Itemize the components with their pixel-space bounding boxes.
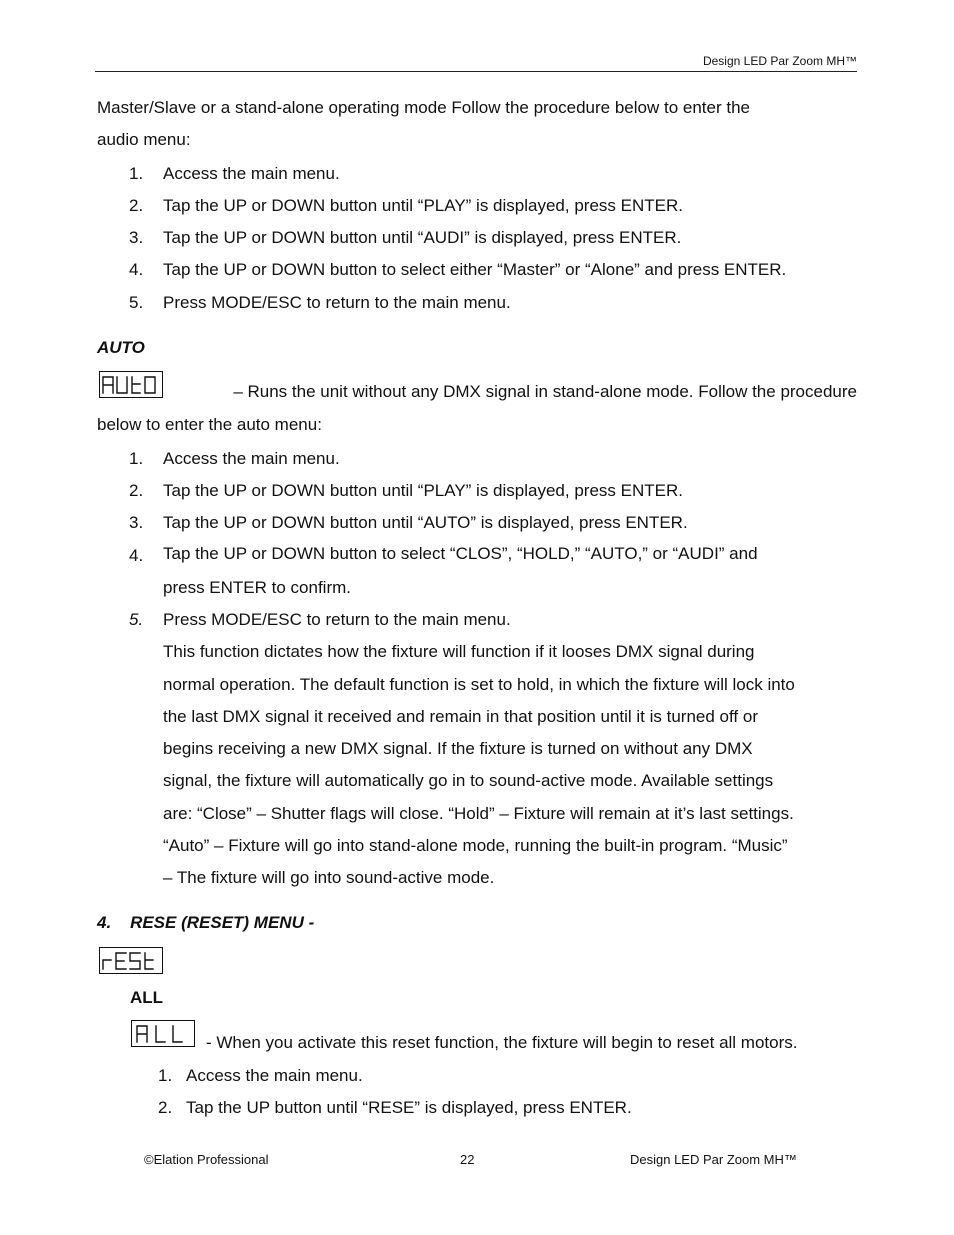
audio-step-4-text: Tap the UP or DOWN button to select either “Master” or “Alone” and press ENTER. — [163, 260, 787, 279]
auto-step-4-number: 4. — [129, 546, 144, 565]
note-line-8: – The fixture will go into sound-active mode. — [163, 868, 495, 887]
auto-desc-line-1: – Runs the unit without any DMX signal in stand-alone mode. Follow the procedure — [233, 382, 857, 401]
intro-line-2: audio menu: — [97, 130, 191, 149]
note-line-4: begins receiving a new DMX signal. If the fixture is turned on without any DMX — [163, 739, 753, 758]
note-line-2: normal operation. The default function is set to hold, in which the fixture will lock into — [163, 675, 795, 694]
note-line-7: “Auto” – Fixture will go into stand-alone mode, running the built-in program. “Music” — [163, 836, 788, 855]
auto-step-4-text: Tap the UP or DOWN button to select “CLOS”, “HOLD,” “AUTO,” or “AUDI” and — [163, 544, 758, 563]
auto-step-2-number: 2. — [129, 481, 144, 500]
reset-menu-heading: 4. RESE (RESET) MENU - — [97, 913, 315, 932]
header-divider — [95, 71, 857, 72]
intro-line-1: Master/Slave or a stand-alone operating mode Follow the procedure below to enter the — [97, 98, 750, 117]
note-line-3: the last DMX signal it received and remain in that position until it is turned off or — [163, 707, 758, 726]
reset-step-2-number: 2. — [158, 1098, 173, 1117]
all-lcd-display — [131, 1020, 195, 1047]
auto-step-5-number: 5. — [129, 610, 144, 629]
auto-step-5-text: Press MODE/ESC to return to the main menu. — [163, 610, 511, 629]
auto-desc-line-2: below to enter the auto menu: — [97, 415, 322, 434]
running-header: Design LED Par Zoom MH™ — [702, 54, 857, 68]
all-subheading: ALL — [130, 988, 164, 1007]
auto-step-1-number: 1. — [129, 449, 144, 468]
audio-step-1-number: 1. — [129, 164, 144, 183]
reset-step-1-number: 1. — [158, 1066, 173, 1085]
note-line-1: This function dictates how the fixture will function if it looses DMX signal during — [163, 642, 755, 661]
auto-step-4-text-continued: press ENTER to confirm. — [163, 578, 351, 597]
auto-lcd-display — [99, 371, 163, 398]
audio-step-5-number: 5. — [129, 293, 144, 312]
auto-step-1-text: Access the main menu. — [163, 449, 340, 468]
all-desc: - When you activate this reset function, the fixture will begin to reset all motors. — [206, 1033, 798, 1052]
footer-page-number: 22 — [460, 1152, 475, 1167]
audio-step-5-text: Press MODE/ESC to return to the main menu. — [163, 293, 511, 312]
audio-step-4-number: 4. — [129, 260, 144, 279]
audio-step-2-text: Tap the UP or DOWN button until “PLAY” is displayed, press ENTER. — [163, 196, 683, 215]
audio-step-3-text: Tap the UP or DOWN button until “AUDI” is displayed, press ENTER. — [163, 228, 682, 247]
audio-step-1-text: Access the main menu. — [163, 164, 340, 183]
auto-step-3-text: Tap the UP or DOWN button until “AUTO” is displayed, press ENTER. — [163, 513, 688, 532]
reset-lcd-display — [99, 947, 163, 974]
footer-copyright: ©Elation Professional — [144, 1152, 269, 1167]
auto-step-3-number: 3. — [129, 513, 144, 532]
reset-step-1-text: Access the main menu. — [186, 1066, 363, 1085]
auto-step-2-text: Tap the UP or DOWN button until “PLAY” is displayed, press ENTER. — [163, 481, 683, 500]
note-line-5: signal, the fixture will automatically go in to sound-active mode. Available settings — [163, 771, 774, 790]
auto-heading: AUTO — [97, 338, 145, 357]
footer-title: Design LED Par Zoom MH™ — [630, 1152, 797, 1167]
reset-step-2-text: Tap the UP button until “RESE” is displayed, press ENTER. — [186, 1098, 632, 1117]
audio-step-2-number: 2. — [129, 196, 144, 215]
audio-step-3-number: 3. — [129, 228, 144, 247]
note-line-6: are: “Close” – Shutter flags will close. “Hold” – Fixture will remain at it’s last settings. — [163, 804, 794, 823]
